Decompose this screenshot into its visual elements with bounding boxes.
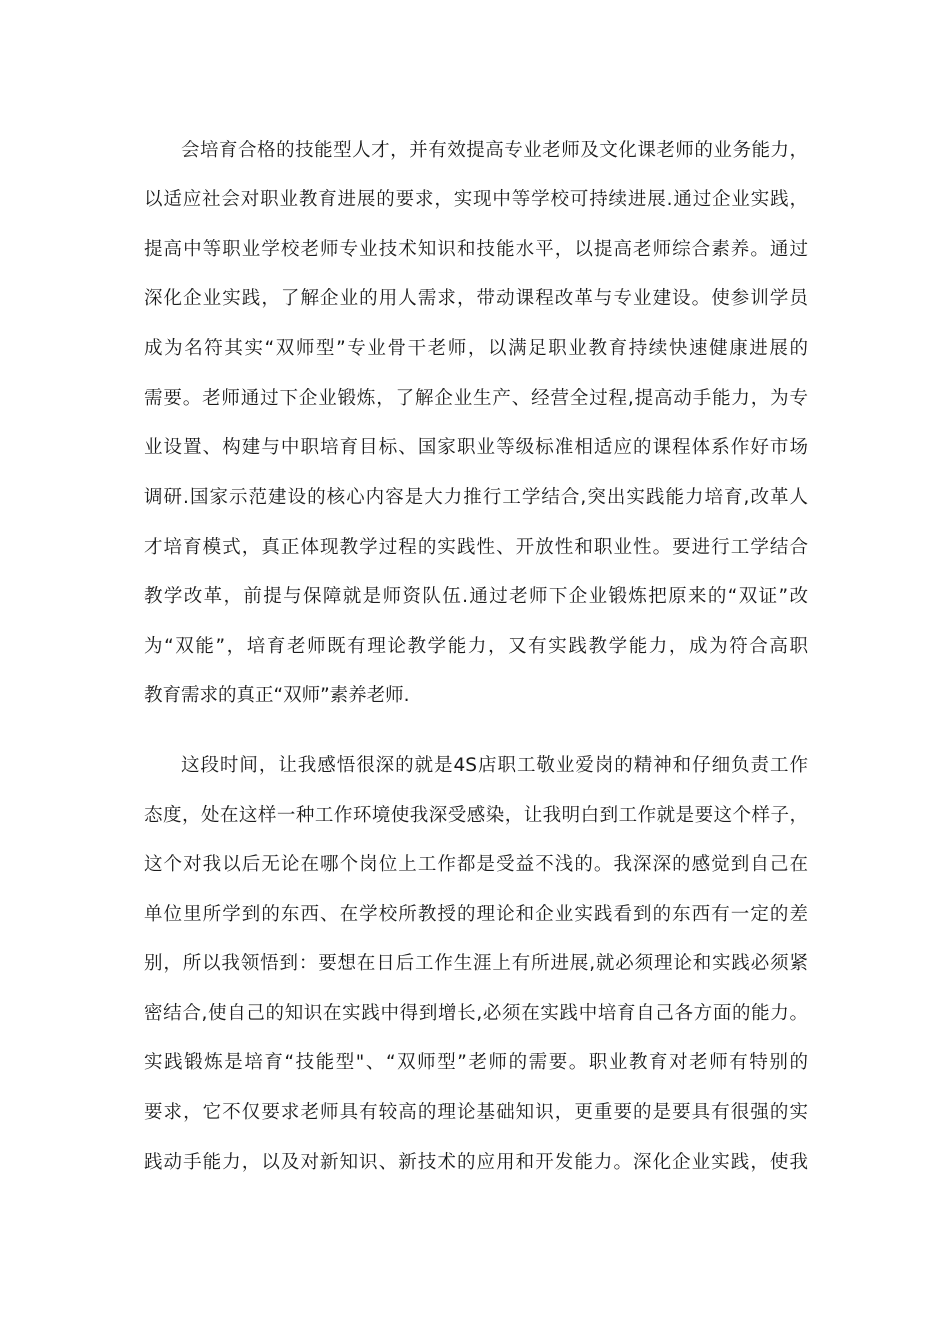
text-line: 会培育合格的技能型人才，并有效提高专业老师及文化课老师的业务能力， [181,140,808,161]
text-line: 深化企业实践，了解企业的用人需求，带动课程改革与专业建设。使参训学员 [144,288,808,309]
text-line: 这段时间，让我感悟很深的就是4S店职工敬业爱岗的精神和仔细负责工作 [181,755,808,776]
text-line: 调研.国家示范建设的核心内容是大力推行工学结合,突出实践能力培育,改革人 [144,487,808,508]
text-line: 单位里所学到的东西、在学校所教授的理论和企业实践看到的东西有一定的差 [144,904,808,925]
text-line: 要求，它不仅要求老师具有较高的理论基础知识，更重要的是要具有很强的实 [144,1102,808,1123]
text-line: 成为名符其实“双师型”专业骨干老师，以满足职业教育持续快速健康进展的 [144,338,808,359]
text-line: 密结合,使自己的知识在实践中得到增长,必须在实践中培育自己各方面的能力。 [144,1003,808,1024]
text-line: 别，所以我领悟到：要想在日后工作生涯上有所进展,就必须理论和实践必须紧 [144,953,808,974]
text-line: 为“双能”，培育老师既有理论教学能力，又有实践教学能力，成为符合高职 [144,636,808,657]
text-line: 需要。老师通过下企业锻炼，了解企业生产、经营全过程,提高动手能力，为专 [144,388,808,409]
text-line: 态度，处在这样一种工作环境使我深受感染，让我明白到工作就是要这个样子， [144,805,808,826]
text-line: 才培育模式，真正体现教学过程的实践性、开放性和职业性。要进行工学结合 [144,537,808,558]
text-line: 实践锻炼是培育“技能型"、“双师型”老师的需要。职业教育对老师有特别的 [144,1052,808,1073]
text-line: 业设置、构建与中职培育目标、国家职业等级标准相适应的课程体系作好市场 [144,437,808,458]
text-line: 以适应社会对职业教育进展的要求，实现中等学校可持续进展.通过企业实践， [144,189,808,210]
text-line: 教学改革，前提与保障就是师资队伍.通过老师下企业锻炼把原来的“双证”改 [144,586,808,607]
text-line: 这个对我以后无论在哪个岗位上工作都是受益不浅的。我深深的感觉到自己在 [144,854,808,875]
text-line: 教育需求的真正“双师”素养老师. [144,685,410,706]
text-line: 践动手能力，以及对新知识、新技术的应用和开发能力。深化企业实践，使我 [144,1152,808,1173]
text-line: 提高中等职业学校老师专业技术知识和技能水平，以提高老师综合素养。通过 [144,239,808,260]
